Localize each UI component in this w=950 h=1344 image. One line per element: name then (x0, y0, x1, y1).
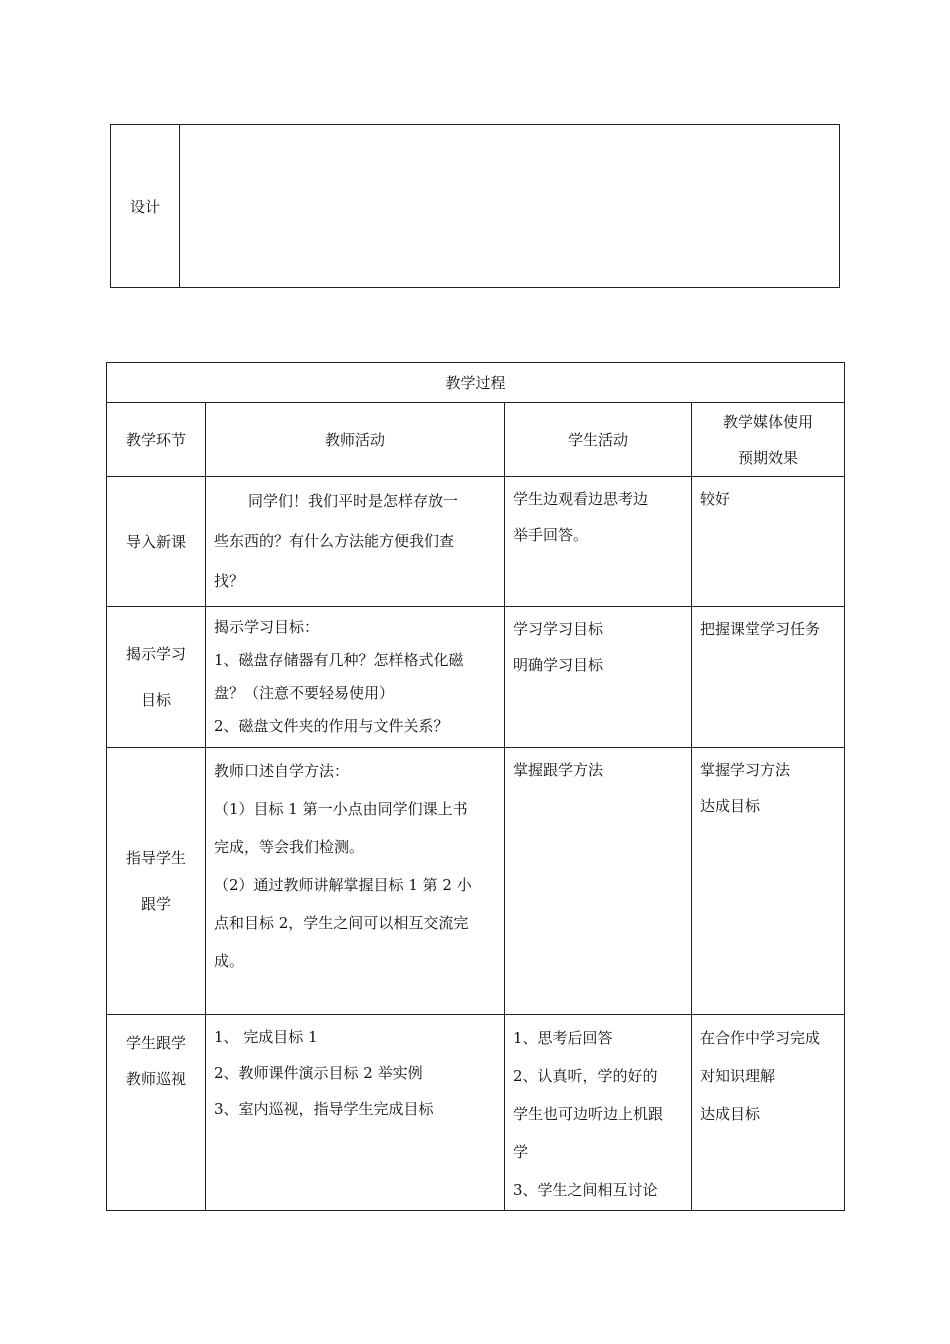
teacher-line: 2、教师课件演示目标 2 举实例 (214, 1064, 423, 1082)
teacher-cell (206, 1015, 505, 1211)
header-stage: 教学环节 (107, 403, 206, 477)
design-table (110, 124, 840, 288)
media-cell (692, 607, 845, 748)
teacher-line: （1）目标 1 第一小点由同学们课上书 (214, 800, 468, 818)
teacher-line: 完成，等会我们检测。 (214, 838, 365, 856)
header-media (692, 403, 845, 477)
teacher-line: 成。 (214, 952, 245, 970)
teacher-line: （2）通过教师讲解掌握目标 1 第 2 小 (214, 876, 472, 894)
student-line: 1、思考后回答 (513, 1029, 613, 1047)
teacher-cell (206, 748, 505, 1015)
student-line: 学习学习目标 (513, 620, 604, 638)
student-line: 举手回答。 (513, 526, 589, 544)
stage-cell (107, 748, 206, 1015)
design-label: 设计 (111, 125, 180, 287)
stage-text: 跟学 (140, 895, 171, 913)
header-media-line1: 教学媒体使用 (723, 412, 814, 431)
teacher-line: 点和目标 2，学生之间可以相互交流完 (214, 914, 469, 932)
student-line: 掌握跟学方法 (513, 761, 604, 779)
student-line: 3、学生之间相互讨论 (513, 1181, 658, 1199)
teacher-line: 揭示学习目标： (214, 618, 320, 636)
teacher-line: 同学们！我们平时是怎样存放一 (248, 492, 459, 510)
student-line: 明确学习目标 (513, 656, 604, 674)
teacher-line: 些东西的？有什么方法能方便我们查 (214, 532, 455, 550)
student-cell (505, 1015, 692, 1211)
table-row (107, 607, 845, 748)
media-line: 在合作中学习完成 (700, 1029, 821, 1047)
student-cell (505, 607, 692, 748)
stage-cell (107, 1015, 206, 1211)
stage-text: 学生跟学 (125, 1034, 186, 1052)
media-line: 掌握学习方法 (700, 761, 791, 779)
student-cell (505, 477, 692, 607)
student-line: 2、认真听，学的好的 (513, 1067, 658, 1085)
header-teacher: 教师活动 (206, 403, 505, 477)
stage-cell (107, 607, 206, 748)
header-media-line2: 预期效果 (738, 448, 799, 467)
teacher-line: 1、磁盘存储器有几种？怎样格式化磁 (214, 651, 464, 669)
teacher-line: 2、磁盘文件夹的作用与文件关系？ (214, 717, 449, 735)
stage-text: 目标 (140, 691, 171, 709)
table-row (107, 1015, 845, 1211)
student-line: 学生也可边听边上机跟 (513, 1105, 664, 1123)
media-cell (692, 1015, 845, 1211)
student-cell (505, 748, 692, 1015)
stage-text: 导入新课 (125, 532, 186, 551)
media-cell (692, 477, 845, 607)
teacher-cell (206, 477, 505, 607)
header-student: 学生活动 (505, 403, 692, 477)
stage-text: 指导学生 (125, 849, 186, 867)
teacher-line: 盘？（注意不要轻易使用） (214, 684, 395, 702)
teacher-line: 教师口述自学方法： (214, 762, 350, 780)
table-title: 教学过程 (107, 363, 845, 403)
media-line: 达成目标 (700, 1105, 761, 1123)
teacher-line: 3、室内巡视，指导学生完成目标 (214, 1100, 434, 1118)
table-header-row (107, 403, 845, 477)
media-line: 较好 (700, 490, 731, 508)
media-cell (692, 748, 845, 1015)
table-row (107, 477, 845, 607)
stage-text: 教师巡视 (125, 1070, 186, 1088)
design-content-cell (180, 125, 839, 287)
student-line: 学 (513, 1143, 529, 1161)
media-line: 对知识理解 (700, 1067, 776, 1085)
teacher-cell (206, 607, 505, 748)
media-line: 达成目标 (700, 797, 761, 815)
stage-cell (107, 477, 206, 607)
teacher-line: 1、 完成目标 1 (214, 1028, 318, 1046)
media-line: 把握课堂学习任务 (700, 620, 821, 638)
teacher-line: 找？ (214, 572, 245, 590)
teaching-process-table (106, 362, 845, 1211)
stage-text: 揭示学习 (125, 645, 186, 663)
table-row (107, 748, 845, 1015)
student-line: 学生边观看边思考边 (513, 490, 649, 508)
